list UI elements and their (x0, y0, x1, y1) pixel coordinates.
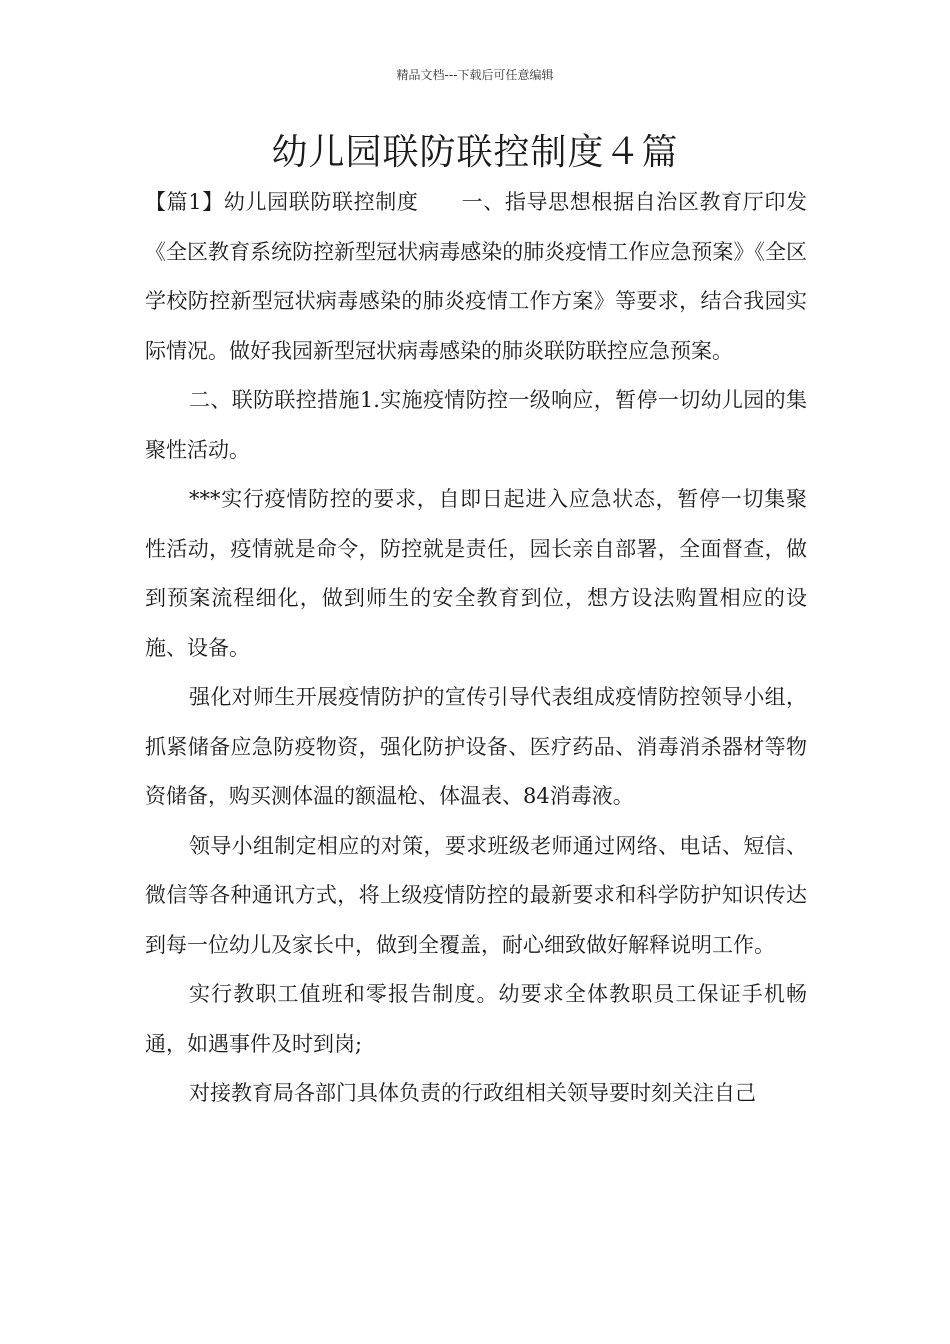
paragraph: 领导小组制定相应的对策，要求班级老师通过网络、电话、短信、微信等各种通讯方式，将上级疫情防控的最新要求和科学防护知识传达到每一位幼儿及家长中，做到全覆盖，耐心细致做好解释说明工作。 (145, 833, 807, 957)
paragraph: 实行教职工值班和零报告制度。幼要求全体教职员工保证手机畅通，如遇事件及时到岗; (145, 982, 807, 1056)
document-title: 幼儿园联防联控制度４篇 (271, 132, 679, 173)
paragraph: ***实行疫情防控的要求，自即日起进入应急状态，暂停一切集聚性活动，疫情就是命令，防控就是责任，园长亲自部署，全面督查，做到预案流程细化，做到师生的安全教育到位，想方设法购置相应的设施、设备。 (145, 487, 807, 660)
paragraph: 二、联防联控措施1.实施疫情防控一级响应，暂停一切幼儿园的集聚性活动。 (145, 388, 807, 462)
document-body (145, 178, 807, 1119)
paragraph: 【篇1】幼儿园联防联控制度 一、指导思想根据自治区教育厅印发《全区教育系统防控新型冠状病毒感染的肺炎疫情工作应急预案》《全区学校防控新型冠状病毒感染的肺炎疫情工作方案》等要求，结合我园实际情况。做好我园新型冠状病毒感染的肺炎联防联控应急预案。 (145, 190, 807, 363)
header-note: 精品文档---下载后可任意编辑 (396, 68, 554, 82)
paragraph: 对接教育局各部门具体负责的行政组相关领导要时刻关注自己 (189, 1081, 756, 1105)
paragraph: 强化对师生开展疫情防护的宣传引导代表组成疫情防控领导小组，抓紧储备应急防疫物资，强化防护设备、医疗药品、消毒消杀器材等物资储备，购买测体温的额温枪、体温表、84消毒液。 (145, 685, 807, 808)
